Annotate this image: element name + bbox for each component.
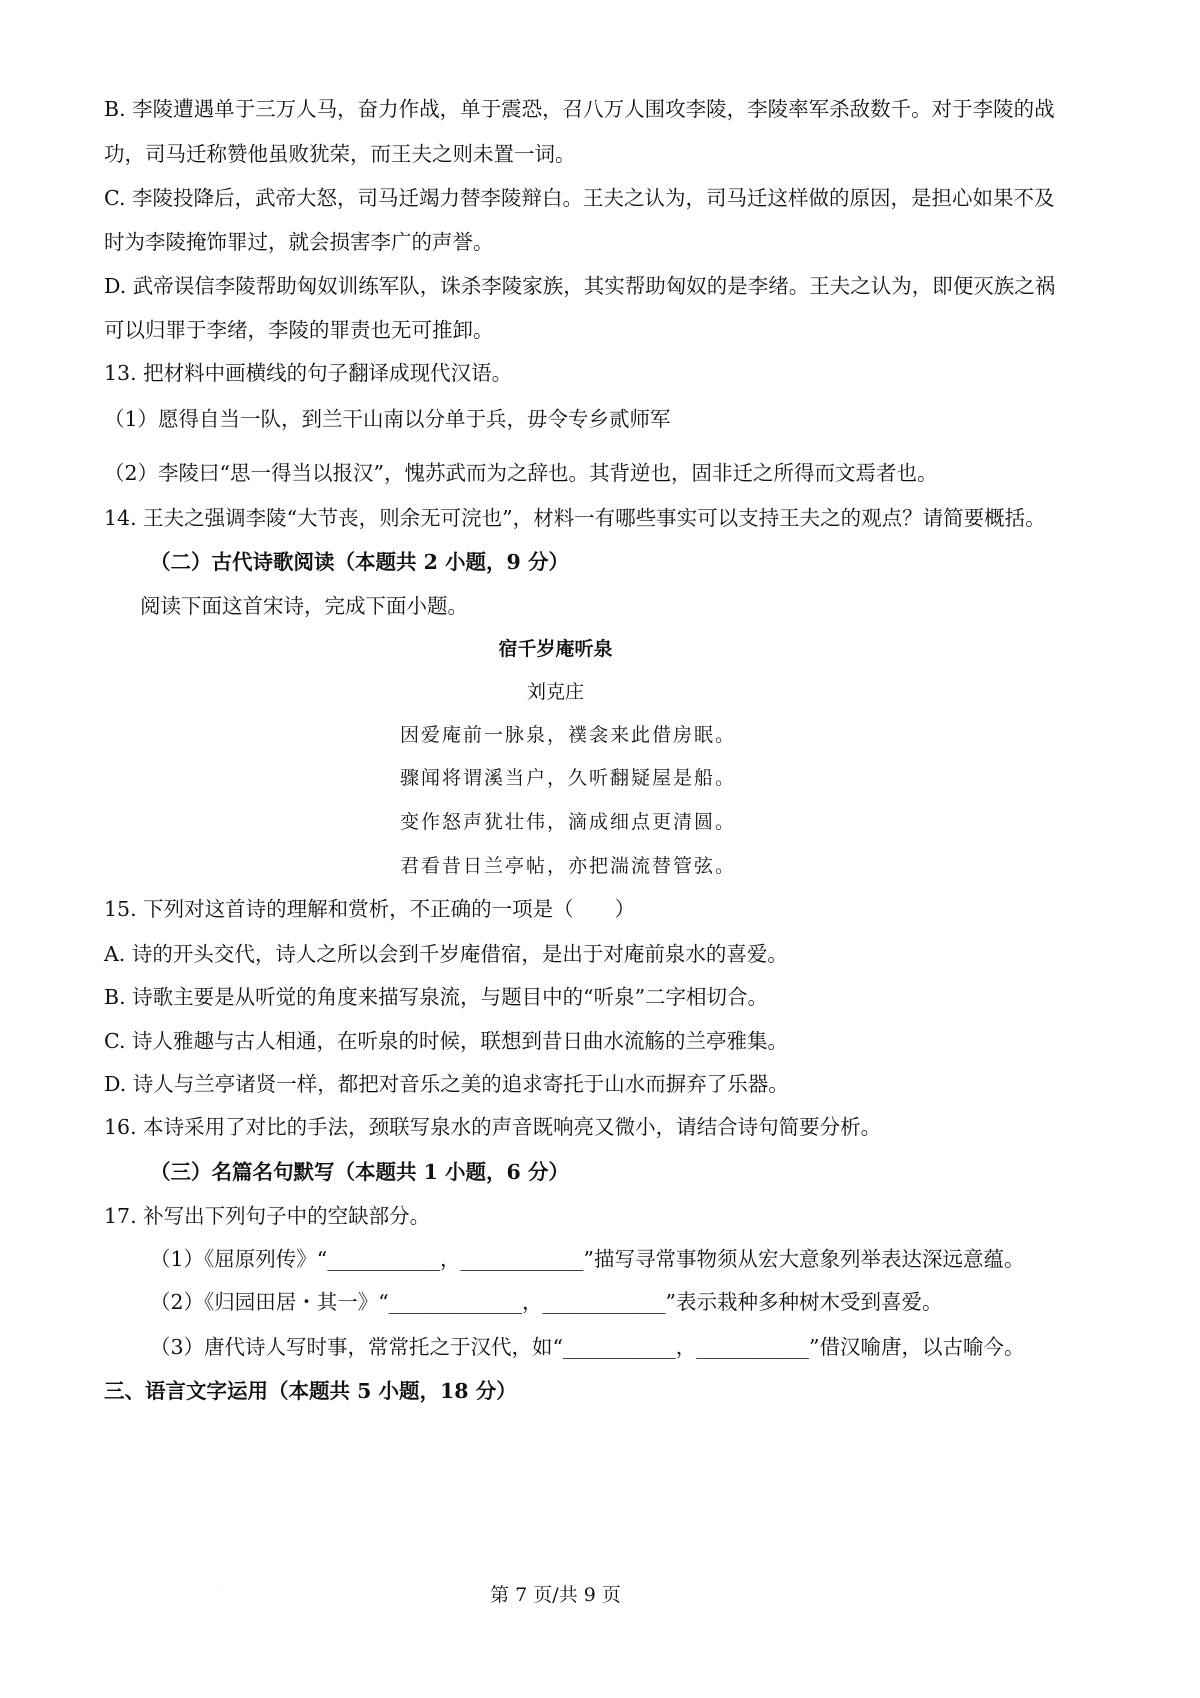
q16-stem: 16. 本诗采用了对比的手法，颈联写泉水的声音既响亮又微小，请结合诗句简要分析。 <box>104 1115 882 1139</box>
q17-stem: 17. 补写出下列句子中的空缺部分。 <box>104 1204 431 1228</box>
q13-item-1: （1）愿得自当一队，到兰干山南以分单于兵，毋令专乡贰师军 <box>104 407 671 431</box>
q15-option-a: A. 诗的开头交代，诗人之所以会到千岁庵借宿，是出于对庵前泉水的喜爱。 <box>104 942 788 966</box>
section-dictation-heading: （三）名篇名句默写（本题共 1 小题，6 分） <box>150 1160 569 1184</box>
poem-line: 变作怒声犹壮伟，滴成细点更清圆。 <box>400 811 737 833</box>
q14-stem: 14. 王夫之强调李陵“大节丧，则余无可浣也”，材料一有哪些事实可以支持王夫之的观点？请简要概括。 <box>104 506 1046 530</box>
q17-item-2: （2）《归园田居・其一》“_____________，____________”表示栽种多种树木受到喜爱。 <box>150 1290 943 1314</box>
stray-dot: · <box>220 1583 222 1590</box>
poem-line: 君看昔日兰亭帖，亦把湍流替管弦。 <box>400 855 737 877</box>
q17-item-1: （1）《屈原列传》“___________，____________”描写寻常事物须从宏大意象列举表达深远意蕴。 <box>150 1247 1025 1271</box>
q15-option-d: D. 诗人与兰亭诸贤一样，都把对音乐之美的追求寄托于山水而摒弃了乐器。 <box>104 1072 789 1096</box>
q15-option-b: B. 诗歌主要是从听觉的角度来描写泉流，与题目中的“听泉”二字相切合。 <box>104 985 769 1009</box>
poetry-instruction: 阅读下面这首宋诗，完成下面小题。 <box>140 594 468 618</box>
poem-line: 骤闻将谓溪当户，久听翻疑屋是船。 <box>400 767 737 789</box>
q12-option-d-line1: D. 武帝误信李陵帮助匈奴训练军队，诛杀李陵家族，其实帮助匈奴的是李绪。王夫之认为，即便灭族之祸 <box>104 274 1056 298</box>
q13-item-2: （2）李陵曰“思一得当以报汉”，愧苏武而为之辞也。其背逆也，固非迁之所得而文焉者也。 <box>104 461 938 485</box>
q12-option-c-line1: C. 李陵投降后，武帝大怒，司马迁竭力替李陵辩白。王夫之认为，司马迁这样做的原因，是担心如果不及 <box>104 186 1055 210</box>
section-poetry-heading: （二）古代诗歌阅读（本题共 2 小题，9 分） <box>150 550 569 574</box>
q15-option-c: C. 诗人雅趣与古人相通，在听泉的时候，联想到昔日曲水流觞的兰亭雅集。 <box>104 1029 788 1053</box>
q12-option-c-line2: 时为李陵掩饰罪过，就会损害李广的声誉。 <box>104 230 494 254</box>
q12-option-d-line2: 可以归罪于李绪，李陵的罪责也无可推卸。 <box>104 318 494 342</box>
poem-author: 刘克庄 <box>526 681 584 703</box>
page-number: 第 7 页/共 9 页 <box>490 1584 621 1606</box>
q15-stem: 15. 下列对这首诗的理解和赏析，不正确的一项是（ ） <box>104 897 636 921</box>
q13-stem: 13. 把材料中画横线的句子翻译成现代汉语。 <box>104 361 513 385</box>
poem-title: 宿千岁庵听泉 <box>498 638 613 660</box>
q12-option-b-line1: B. 李陵遭遇单于三万人马，奋力作战，单于震恐，召八万人围攻李陵，李陵率军杀敌数千。对于李陵的战 <box>104 97 1055 121</box>
section-language-heading: 三、语言文字运用（本题共 5 小题，18 分） <box>104 1379 517 1403</box>
poem-line: 因爱庵前一脉泉，襆衾来此借房眠。 <box>400 724 737 746</box>
q17-item-3: （3）唐代诗人写时事，常常托之于汉代，如“___________，___________”借汉喻唐，以古喻今。 <box>150 1335 1025 1359</box>
q12-option-b-line2: 功，司马迁称赞他虽败犹荣，而王夫之则未置一词。 <box>104 142 576 166</box>
